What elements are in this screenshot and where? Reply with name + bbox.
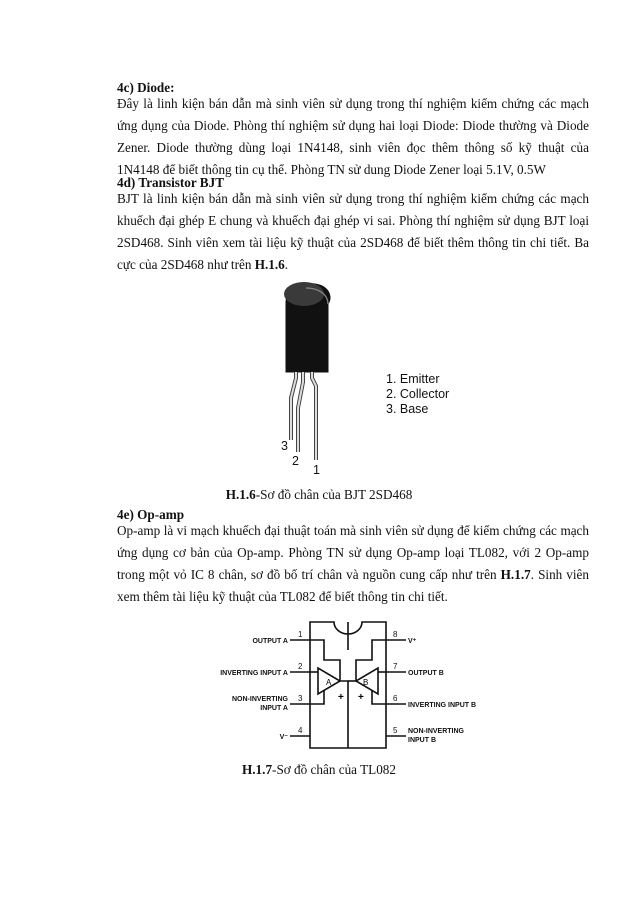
heading-4c: 4c) Diode: <box>117 80 175 95</box>
heading-4d: 4d) Transistor BJT <box>117 175 224 190</box>
label-v-plus: V⁺ <box>408 638 417 645</box>
legend-emitter: 1. Emitter <box>386 372 440 386</box>
figure-ref-h16: H.1.6 <box>254 257 285 272</box>
bjt-top <box>284 282 324 306</box>
svg-text:+: + <box>338 692 344 703</box>
paragraph-diode: Đây là linh kiện bán dẫn mà sinh viên sử dụng trong thí nghiệm kiểm chứng các mạch ứng dụng của Diode. Phòng thí nghiệm sử dụng hai loại Diode: Diode thường và Diode Zener. Diode thường dùng loại 1N4148, sinh viên đọc thêm thông số kỹ thuật của 1N4148 để biết thông tin cụ thể. Phòng TN sử dung Diode Zener loại 5.1V, 0.5W <box>117 96 589 177</box>
label-non-inverting-a-1: NON-INVERTING <box>232 696 288 703</box>
pin-5: 5 <box>393 726 398 735</box>
pin-6: 6 <box>393 694 398 703</box>
caption-h16 <box>0 487 638 503</box>
paragraph-bjt-text: BJT là linh kiện bán dẫn mà sinh viên sử dụng trong thí nghiệm kiểm chứng các mạch khuếch đại ghép E chung và khuếch đại ghép vi sai. Phòng thí nghiệm sử dụng BJT loại 2SD468. Sinh viên xem tài liệu kỹ thuật của 2SD468 để biết thêm thông tin chi tiết. Ba cực của 2SD468 như trên <box>117 191 589 272</box>
pin-8: 8 <box>393 630 398 639</box>
paragraph-bjt-end: . <box>284 257 289 272</box>
pin-4: 4 <box>298 726 303 735</box>
label-output-b: OUTPUT B <box>408 670 444 677</box>
legend-collector: 2. Collector <box>386 387 450 401</box>
figure-ref-h17: H.1.7 <box>500 567 531 582</box>
pin-2: 2 <box>298 662 303 671</box>
caption-h17-text: -Sơ đồ chân của TL082 <box>272 762 396 777</box>
pin-3: 3 <box>298 694 303 703</box>
paragraph-opamp-end: . Sinh viên xem thêm tài liệu kỹ thuật của TL082 để biết thông tin chi tiết. <box>117 567 590 604</box>
label-v-minus: V⁻ <box>279 734 288 741</box>
label-inverting-input-a: INVERTING INPUT A <box>220 670 288 677</box>
pin-7: 7 <box>393 662 398 671</box>
caption-h17 <box>0 762 638 778</box>
bjt-leads <box>291 372 316 460</box>
bjt-pin-legend <box>386 372 449 417</box>
label-output-a: OUTPUT A <box>252 638 288 645</box>
opamp-a-label: A <box>326 678 332 687</box>
paragraph-opamp-text: Op-amp là vi mạch khuếch đại thuật toán mà sinh viên sử dụng để kiểm chứng các mạch ứng dụng cơ bản của Op-amp. Phòng TN sử dụng Op-amp loại TL082, với 2 Op-amp trong một vỏ IC 8 chân, sơ đồ bố trí chân và nguồn cung cấp như trên <box>117 523 589 582</box>
tl082-pinout-figure <box>200 610 520 760</box>
opamp-b-label: B <box>363 678 369 687</box>
caption-h17-label: H.1.7 <box>242 762 273 777</box>
pin-1: 1 <box>298 630 303 639</box>
heading-4e: 4e) Op-amp <box>117 507 185 522</box>
label-non-inverting-a-2: INPUT A <box>260 705 288 712</box>
label-non-inverting-b-1: NON-INVERTING <box>408 728 464 735</box>
legend-base: 3. Base <box>386 402 429 416</box>
caption-h16-text: -Sơ đồ chân của BJT 2SD468 <box>255 487 413 502</box>
paragraph-bjt <box>117 188 589 276</box>
svg-text:+: + <box>358 692 364 703</box>
label-non-inverting-b-2: INPUT B <box>408 737 436 744</box>
caption-h16-label: H.1.6 <box>225 487 256 502</box>
pin-number-1: 1 <box>313 463 320 477</box>
pin-number-3: 3 <box>281 439 288 453</box>
paragraph-opamp <box>117 520 589 608</box>
label-inverting-input-b: INVERTING INPUT B <box>408 702 477 709</box>
pin-number-2: 2 <box>292 454 299 468</box>
